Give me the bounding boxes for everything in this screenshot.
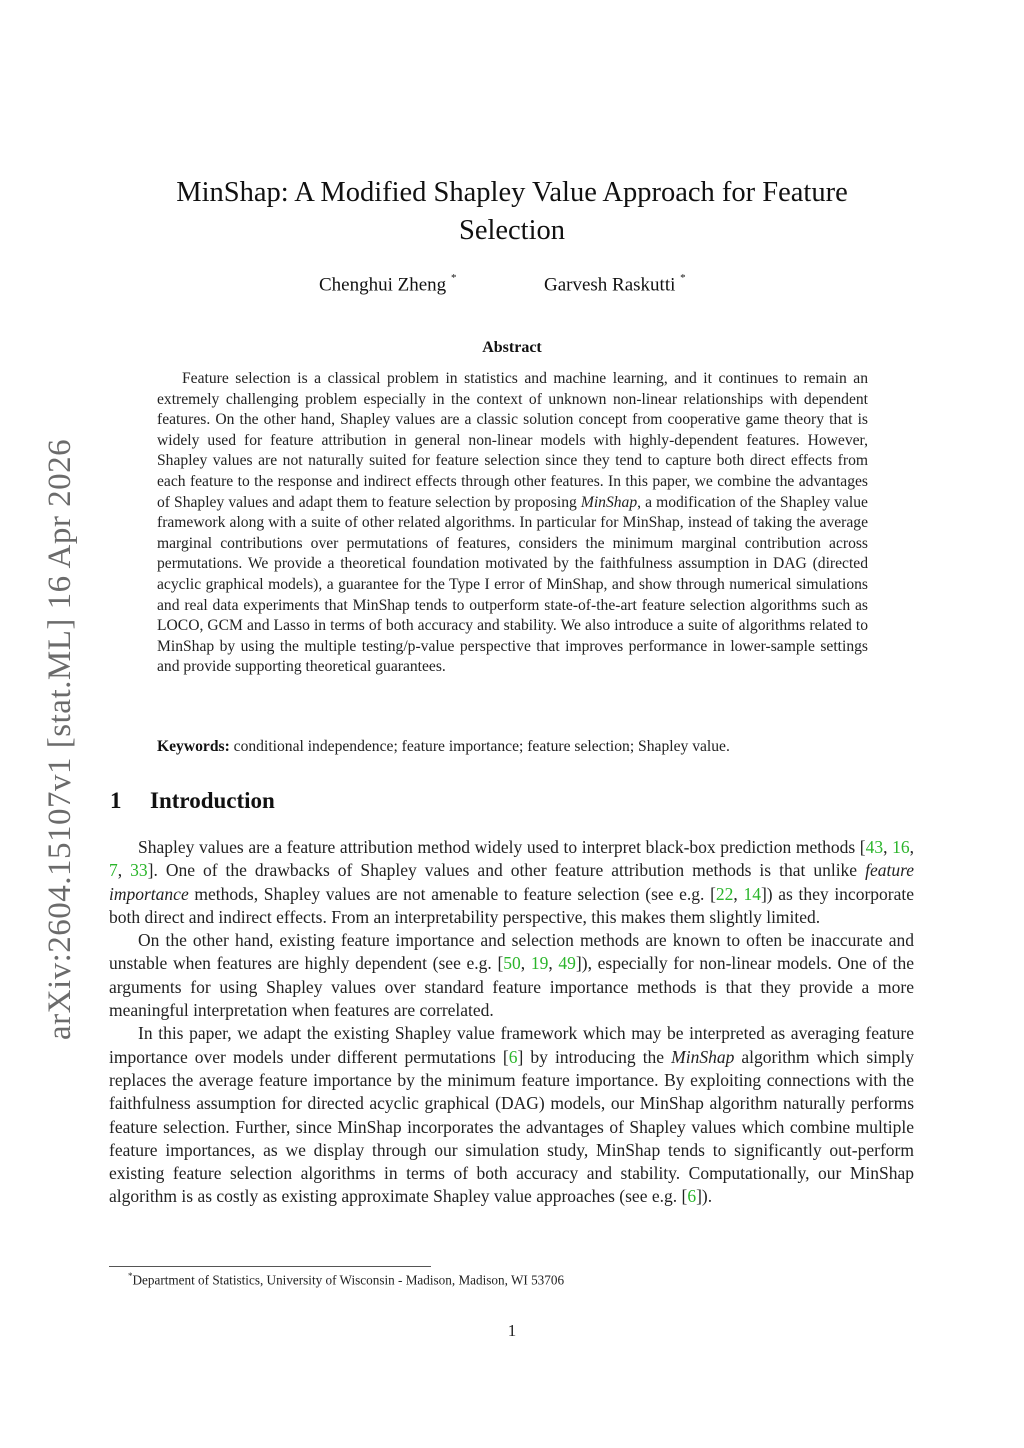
author-2-name: Garvesh Raskutti [544, 274, 676, 296]
paragraph-1-text: Shapley values are a feature attribution method widely used to interpret black-box prediction methods [ [138, 837, 866, 857]
paragraph-3-text: ]). [696, 1186, 713, 1207]
abstract-emphasis: MinShap [580, 493, 638, 511]
footnote-text: Department of Statistics, University of Wisconsin - Madison, Madison, WI 53706 [132, 1272, 565, 1288]
citation-link[interactable]: 50 [503, 953, 521, 974]
author-2-footnote-mark[interactable]: * [680, 272, 686, 284]
paragraph-3-emphasis: MinShap [671, 1046, 735, 1067]
citation-link[interactable]: 16 [892, 837, 910, 857]
separator: , [909, 837, 914, 857]
paragraph-1-text: ]. One of the drawbacks of Shapley values and other feature attribution methods is that unlike [147, 860, 866, 881]
section-number: 1 [110, 788, 122, 813]
paper-title: MinShap: A Modified Shapley Value Approach for Feature Selection [176, 177, 848, 246]
citation-link[interactable]: 14 [743, 883, 761, 904]
citation-link[interactable]: 22 [715, 883, 734, 904]
author-2 [544, 274, 686, 296]
footnote [128, 1271, 564, 1288]
paragraph-1-emphasis: feature importance [109, 860, 914, 904]
paragraph-3-text: ] by introducing the [517, 1046, 672, 1067]
citation-link[interactable]: 6 [508, 1046, 518, 1067]
paragraph-1-text: methods, Shapley values are not amenable to feature selection (see e.g. [ [188, 883, 716, 904]
paragraph-1-text: ]) as they incorporate both direct and indirect effects. From an interpretability perspective, this makes them slightly limited. [109, 883, 914, 927]
author-1 [319, 274, 456, 296]
separator: , [883, 837, 893, 857]
citation-link[interactable]: 33 [130, 860, 148, 881]
abstract-text [157, 369, 868, 678]
citation-link[interactable]: 19 [530, 953, 549, 974]
citation-link[interactable]: 6 [687, 1186, 697, 1207]
paragraph-2-text: ]), especially for non-linear models. One of the arguments for using Shapley values over standard feature importance methods is that they provide a more meaningful interpretation when features are correlated. [109, 953, 915, 1021]
abstract-part-1: Feature selection is a classical problem in statistics and machine learning, and it continues to remain an extremely challenging problem especially in the context of unknown non-linear relationships with dependent features. On the other hand, Shapley values are a classic solution concept from cooperative game theory that is widely used for feature attribution in general non-linear models with highly-dependent features. However, Shapley values are not naturally suited for feature selection since they tend to capture both direct effects from each feature to the response and indirect effects through other features. In this paper, we combine the advantages of Shapley values and adapt them to feature selection by proposing [157, 370, 868, 511]
intro-body [109, 836, 914, 1209]
keywords [157, 738, 877, 756]
citation-link[interactable]: 43 [865, 837, 884, 857]
paragraph-3 [109, 1022, 914, 1208]
separator: , [733, 883, 744, 904]
abstract-heading: Abstract [482, 339, 542, 356]
arxiv-identifier[interactable]: arXiv:2604.15107v1 [stat.ML] 16 Apr 2026 [42, 438, 78, 1040]
paragraph-3-text: algorithm which simply replaces the average feature importance by the minimum feature importance. By exploiting connections with the faithfulness assumption for directed acyclic graphical (DAG) models, our MinShap algorithm naturally performs feature selection. Further, since MinShap incorporates the advantages of Shapley values which combine multiple feature importances, as we display through our simulation study, MinShap tends to significantly out-perform existing feature selection algorithms in terms of both accuracy and stability. Computationally, our MinShap algorithm is as costly as existing approximate Shapley value approaches (see e.g. [ [109, 1046, 914, 1207]
author-1-footnote-mark[interactable]: * [450, 272, 457, 284]
page-number: 1 [507, 1321, 517, 1340]
section-title: Introduction [150, 788, 275, 813]
citation-link[interactable]: 7 [109, 860, 118, 881]
separator: , [520, 953, 531, 974]
author-1-name: Chenghui Zheng [319, 274, 447, 296]
paragraph-3-text: In this paper, we adapt the existing Shapley value framework which may be interpreted as averaging feature importance over models under different permutations [ [109, 1023, 914, 1067]
citation-link[interactable]: 49 [558, 953, 576, 974]
abstract-part-2: , a modification of the Shapley value framework along with a suite of other related algorithms. In particular for MinShap, instead of taking the average marginal contributions over permutations of features, considers the minimum marginal contribution across permutations. We provide a theoretical foundation motivated by the faithfulness assumption in DAG (directed acyclic graphical models), a guarantee for the Type I error of MinShap, and show through numerical simulations and real data experiments that MinShap tends to outperform state-of-the-art feature selection algorithms such as LOCO, GCM and Lasso in terms of both accuracy and stability. We also introduce a suite of algorithms related to MinShap by using the multiple testing/p-value perspective that improves performance in lower-sample settings and provide supporting theoretical guarantees. [157, 493, 868, 676]
paragraph-2 [109, 929, 914, 1022]
keywords-label: Keywords: [157, 738, 230, 755]
separator: , [548, 953, 559, 974]
footnote-mark: * [128, 1271, 133, 1281]
paragraph-1 [109, 836, 914, 929]
paragraph-2-text: On the other hand, existing feature importance and selection methods are known to often be inaccurate and unstable when features are highly dependent (see e.g. [ [109, 930, 914, 974]
separator: , [117, 860, 131, 881]
keywords-text: conditional independence; feature importance; feature selection; Shapley value. [233, 738, 730, 755]
footnote-divider [109, 1266, 431, 1267]
section-heading [110, 788, 275, 814]
